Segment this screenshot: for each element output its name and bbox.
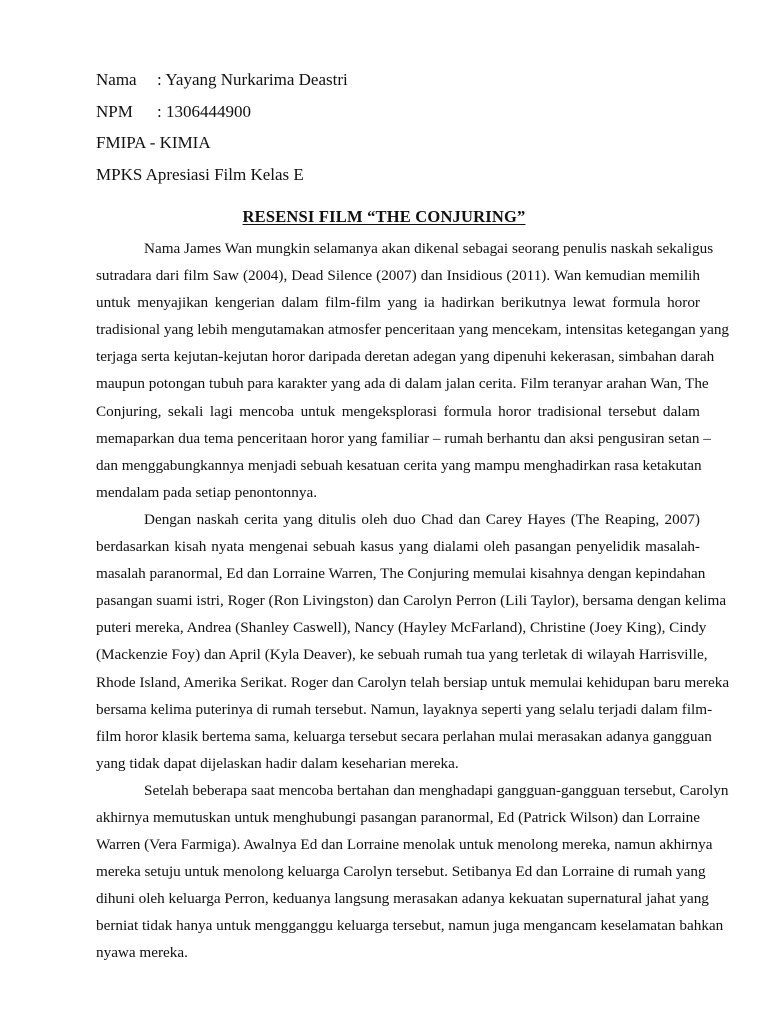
paragraph-line: mendalam pada setiap penontonnya.: [96, 483, 317, 501]
name-label: Nama: [96, 70, 137, 89]
paragraph-line: yang tidak dapat dijelaskan hadir dalam keseharian mereka.: [96, 754, 459, 772]
paragraph-line: masalah paranormal, Ed dan Lorraine Warren, The Conjuring memulai kisahnya dengan kepindahan: [96, 565, 706, 583]
paragraph-line: akhirnya memutuskan untuk menghubungi pasangan paranormal, Ed (Patrick Wilson) dan Lorraine: [96, 808, 700, 826]
npm-row: [96, 100, 656, 132]
paragraph-line: berniat tidak hanya untuk mengganggu keluarga tersebut, namun juga mengancam keselamatan bahkan: [96, 917, 724, 935]
paragraph-line: memaparkan dua tema penceritaan horor yang familiar – rumah berhantu dan aksi pengusiran setan –: [96, 429, 711, 447]
paragraph-line: untuk menyajikan kengerian dalam film-film yang ia hadirkan berikutnya lewat formula horor: [96, 294, 700, 312]
paragraph: [96, 506, 730, 777]
paragraph-line: pasangan suami istri, Roger (Ron Livingston) dan Carolyn Perron (Lili Taylor), bersama dengan kelima: [96, 592, 727, 610]
paragraph-line: tradisional yang lebih mengutamakan atmosfer penceritaan yang mencekam, intensitas ketegangan yang: [96, 321, 730, 339]
paragraph-line: film horor klasik bertema sama, keluarga tersebut secara perlahan mulai merasakan adanya gangguan: [96, 727, 712, 745]
paragraph-line: Conjuring, sekali lagi mencoba untuk mengeksplorasi formula horor tradisional tersebut dalam: [96, 402, 700, 420]
paragraph-line: Rhode Island, Amerika Serikat. Roger dan Carolyn telah bersiap untuk memulai kehidupan baru mereka: [96, 673, 730, 691]
student-info-header: [96, 68, 656, 194]
npm-label: NPM: [96, 101, 133, 121]
paragraph-line: sutradara dari film Saw (2004), Dead Silence (2007) dan Insidious (2011). Wan kemudian memilih: [96, 267, 700, 285]
paragraph-line: mereka setuju untuk menolong keluarga Carolyn tersebut. Setibanya Ed dan Lorraine di rumah yang: [96, 863, 706, 881]
paragraph-line: Setelah beberapa saat mencoba bertahan dan menghadapi gangguan-gangguan tersebut, Carolyn: [144, 781, 729, 799]
name-value: : Yayang Nurkarima Deastri: [157, 70, 348, 89]
paragraph-line: terjaga serta kejutan-kejutan horor daripada deretan adegan yang dipenuhi kekerasan, simbahan darah: [96, 348, 715, 366]
document-title: RESENSI FILM “THE CONJURING”: [242, 207, 526, 226]
faculty-row: [96, 131, 656, 163]
paragraph-line: dihuni oleh keluarga Perron, keduanya langsung merasakan adanya kekuatan supernatural jahat yang: [96, 890, 709, 908]
paragraph-line: nyawa mereka.: [96, 944, 188, 962]
paragraph-line: maupun potongan tubuh para karakter yang ada di dalam jalan cerita. Film teranyar arahan Wan, The: [96, 375, 709, 393]
course-text: MPKS Apresiasi Film Kelas E: [96, 164, 304, 184]
course-row: [96, 163, 656, 195]
paragraph-line: berdasarkan kisah nyata mengenai sebuah kasus yang dialami oleh pasangan penyelidik masalah-: [96, 538, 700, 556]
paragraph: [96, 235, 730, 506]
paragraph-line: Warren (Vera Farmiga). Awalnya Ed dan Lorraine menolak untuk menolong mereka, namun akhirnya: [96, 836, 713, 854]
npm-value: : 1306444900: [157, 101, 251, 121]
paragraph-line: Nama James Wan mungkin selamanya akan dikenal sebagai seorang penulis naskah sekaligus: [144, 240, 714, 257]
paragraph: [96, 777, 729, 967]
paragraph-line: Dengan naskah cerita yang ditulis oleh duo Chad dan Carey Hayes (The Reaping, 2007): [144, 510, 700, 528]
paragraph-line: bersama kelima puterinya di rumah tersebut. Namun, layaknya seperti yang selalu terjadi dalam film-: [96, 700, 713, 718]
paragraph-line: (Mackenzie Foy) dan April (Kyla Deaver), ke sebuah rumah tua yang terletak di wilayah Harrisville,: [96, 646, 708, 664]
review-body: [96, 235, 730, 967]
paragraph-line: dan menggabungkannya menjadi sebuah kesatuan cerita yang mampu menghadirkan rasa ketakutan: [96, 456, 702, 474]
paragraph-line: puteri mereka, Andrea (Shanley Caswell), Nancy (Hayley McFarland), Christine (Joey King), Cindy: [96, 619, 707, 637]
name-row: [96, 68, 656, 100]
faculty-text: FMIPA - KIMIA: [96, 133, 211, 152]
